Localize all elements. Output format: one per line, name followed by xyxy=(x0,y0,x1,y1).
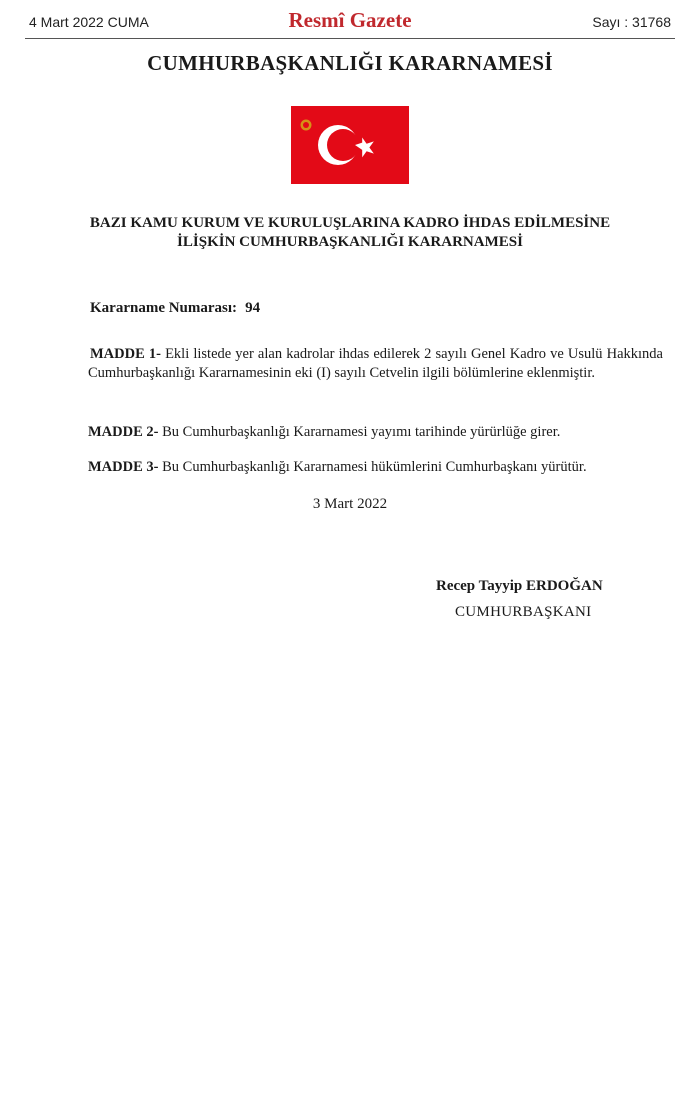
turkish-flag-icon xyxy=(291,106,409,184)
decree-number-value: 94 xyxy=(245,300,261,316)
decree-number xyxy=(90,300,260,317)
article-text: Bu Cumhurbaşkanlığı Kararnamesi yayımı tarihinde yürürlüğe girer. xyxy=(158,424,561,440)
article-2 xyxy=(88,423,663,442)
article-label: MADDE 2- xyxy=(88,424,159,440)
header-divider xyxy=(25,38,675,39)
document-type-title: CUMHURBAŞKANLIĞI KARARNAMESİ xyxy=(147,51,553,75)
article-3 xyxy=(88,458,663,477)
issue-date: 4 Mart 2022 CUMA xyxy=(29,14,149,30)
article-text: Ekli listede yer alan kadrolar ihdas edilerek 2 sayılı Genel Kadro ve Usulü Hakkında Cumhurbaşkanlığı Kararnamesinin eki (I) sayılı Cetvelin ilgili bölümlerine eklenmiştir. xyxy=(88,346,663,381)
gazette-title: Resmî Gazete xyxy=(288,8,412,32)
article-label: MADDE 1- xyxy=(90,346,161,362)
decree-date: 3 Mart 2022 xyxy=(312,496,388,512)
article-label: MADDE 3- xyxy=(88,459,159,475)
decree-heading-line-2: İLİŞKİN CUMHURBAŞKANLIĞI KARARNAMESİ xyxy=(177,234,523,250)
gazette-header xyxy=(25,8,675,32)
decree-heading-line-1: BAZI KAMU KURUM VE KURULUŞLARINA KADRO İHDAS EDİLMESİNE xyxy=(89,215,611,231)
article-text: Bu Cumhurbaşkanlığı Kararnamesi hükümlerini Cumhurbaşkanı yürütür. xyxy=(158,459,587,475)
decree-number-label: Kararname Numarası: xyxy=(90,300,238,316)
article-1 xyxy=(88,345,663,383)
signatory-name: Recep Tayyip ERDOĞAN xyxy=(436,578,603,594)
issue-number: Sayı : 31768 xyxy=(592,14,671,30)
signatory-title: CUMHURBAŞKANI xyxy=(455,604,592,620)
decree-heading xyxy=(0,214,700,252)
